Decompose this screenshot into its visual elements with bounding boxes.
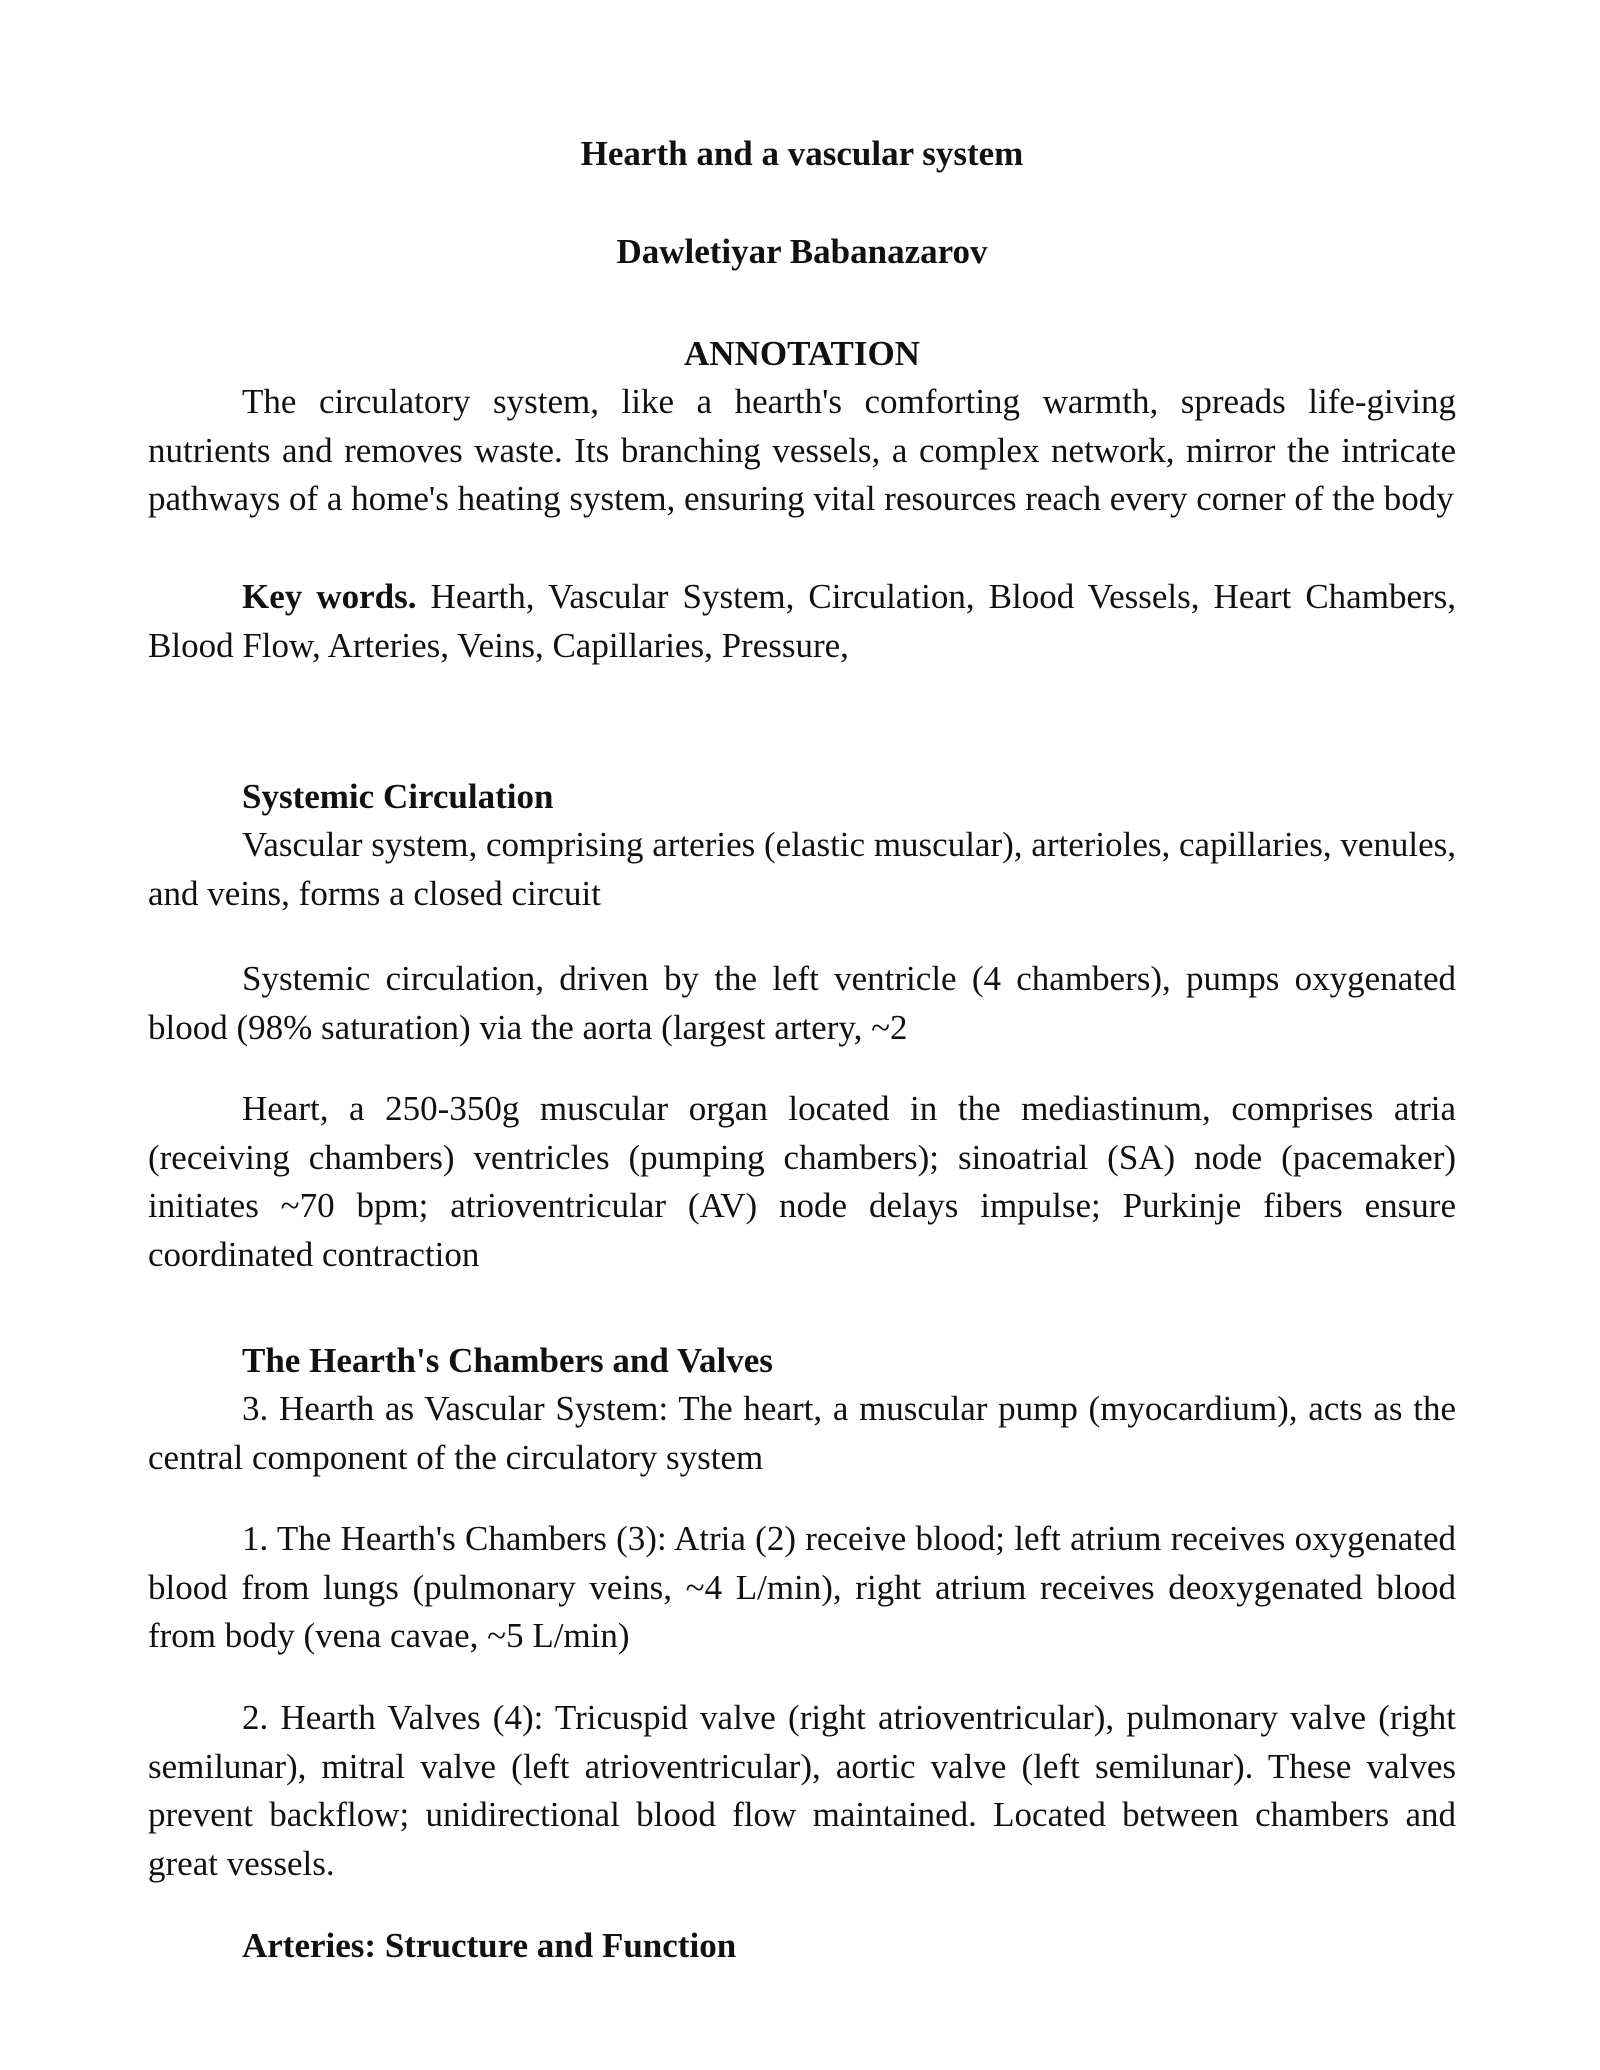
- section-heading-chambers-valves: The Hearth's Chambers and Valves: [242, 1341, 773, 1380]
- keywords-text: Hearth, Vascular System, Circulation, Blood Vessels, Heart Chambers, Blood Flow, Arteries, Veins, Capillaries, Pressure,: [148, 577, 1457, 665]
- document-title: Hearth and a vascular system: [580, 134, 1024, 173]
- systemic-paragraph-1: Vascular system, comprising arteries (elastic muscular), arterioles, capillaries, venules, and veins, forms a closed circuit: [148, 825, 1456, 913]
- annotation-heading: ANNOTATION: [684, 334, 920, 373]
- chambers-paragraph-1: 3. Hearth as Vascular System: The heart, a muscular pump (myocardium), acts as the central component of the circulatory system: [148, 1389, 1456, 1477]
- valves-paragraph: 2. Hearth Valves (4): Tricuspid valve (right atrioventricular), pulmonary valve (right semilunar), mitral valve (left atrioventricular), aortic valve (left semilunar). These valves prevent backflow; unidirectional blood flow maintained. Located between chambers and great vessels.: [148, 1698, 1456, 1883]
- systemic-paragraph-3: Heart, a 250-350g muscular organ located in the mediastinum, comprises atria (receiving chambers) ventricles (pumping chambers); sinoatrial (SA) node (pacemaker) initiates ~70 bpm; atrioventricular (AV) node delays impulse; Purkinje fibers ensure coordinated contraction: [148, 1089, 1456, 1274]
- chambers-paragraph-2: 1. The Hearth's Chambers (3): Atria (2) receive blood; left atrium receives oxygenated blood from lungs (pulmonary veins, ~4 L/min), right atrium receives deoxygenated blood from body (vena cavae, ~5 L/min): [148, 1519, 1456, 1655]
- section-heading-arteries: Arteries: Structure and Function: [242, 1926, 737, 1965]
- annotation-paragraph: The circulatory system, like a hearth's comforting warmth, spreads life-giving nutrients and removes waste. Its branching vessels, a complex network, mirror the intricate pathways of a home's heating system, ensuring vital resources reach every corner of the body: [148, 382, 1456, 518]
- section-heading-systemic-circulation: Systemic Circulation: [242, 777, 554, 816]
- keywords-label: Key words.: [242, 577, 417, 616]
- document-author: Dawletiyar Babanazarov: [616, 232, 988, 271]
- keywords-paragraph: [148, 573, 1456, 670]
- systemic-paragraph-2: Systemic circulation, driven by the left ventricle (4 chambers), pumps oxygenated blood (98% saturation) via the aorta (largest artery, ~2: [148, 959, 1456, 1047]
